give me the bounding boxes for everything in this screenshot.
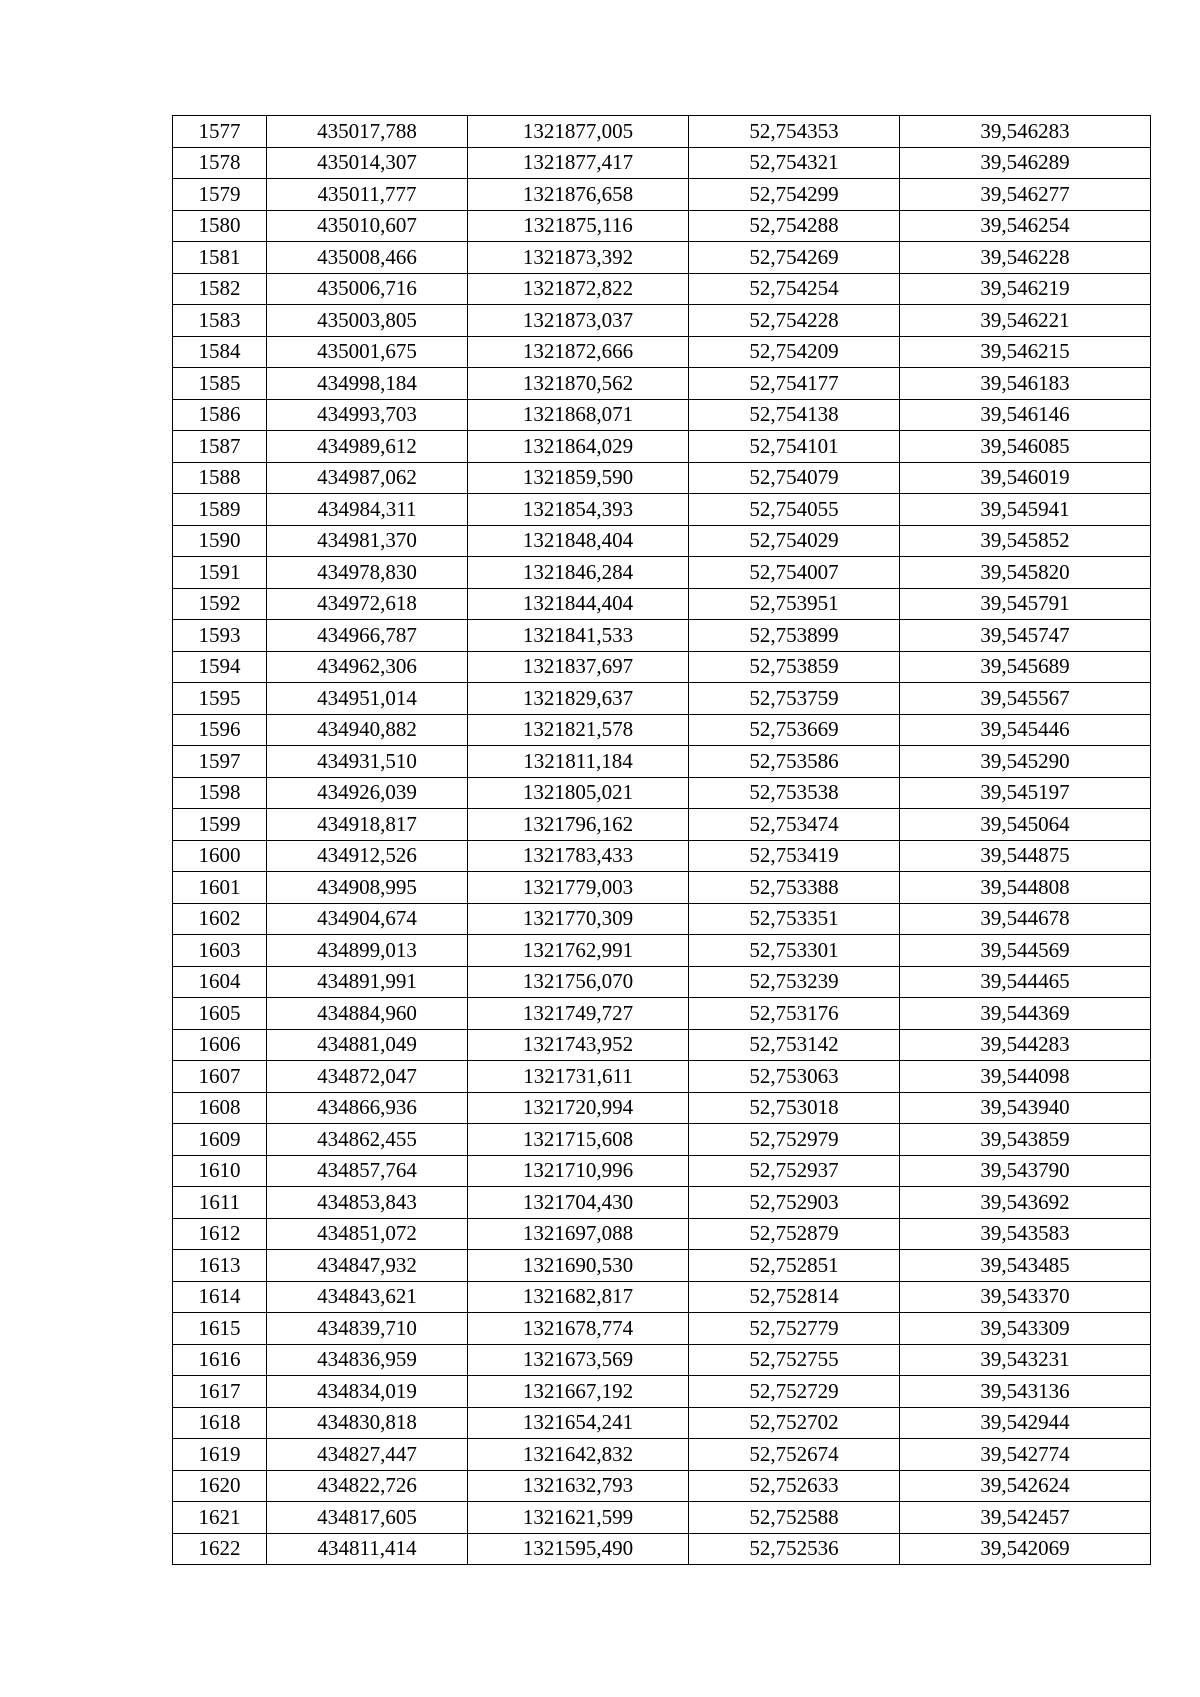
y-coordinate-cell: 1321690,530 [468, 1250, 689, 1282]
point-number-cell: 1595 [173, 683, 267, 715]
point-number-cell: 1579 [173, 179, 267, 211]
coordinates-table [172, 115, 1151, 1565]
point-number-cell: 1581 [173, 242, 267, 274]
latitude-cell: 52,752729 [689, 1376, 900, 1408]
point-number-cell: 1617 [173, 1376, 267, 1408]
point-number-cell: 1586 [173, 399, 267, 431]
table-row [173, 1155, 1151, 1187]
y-coordinate-cell: 1321595,490 [468, 1533, 689, 1565]
longitude-cell: 39,542457 [900, 1502, 1151, 1534]
y-coordinate-cell: 1321697,088 [468, 1218, 689, 1250]
point-number-cell: 1611 [173, 1187, 267, 1219]
longitude-cell: 39,543231 [900, 1344, 1151, 1376]
x-coordinate-cell: 434853,843 [267, 1187, 468, 1219]
point-number-cell: 1610 [173, 1155, 267, 1187]
longitude-cell: 39,545820 [900, 557, 1151, 589]
latitude-cell: 52,754177 [689, 368, 900, 400]
x-coordinate-cell: 434908,995 [267, 872, 468, 904]
point-number-cell: 1596 [173, 714, 267, 746]
y-coordinate-cell: 1321673,569 [468, 1344, 689, 1376]
latitude-cell: 52,754138 [689, 399, 900, 431]
coordinates-table-body [173, 116, 1151, 1565]
table-row [173, 305, 1151, 337]
latitude-cell: 52,752536 [689, 1533, 900, 1565]
table-row [173, 1250, 1151, 1282]
point-number-cell: 1620 [173, 1470, 267, 1502]
point-number-cell: 1593 [173, 620, 267, 652]
y-coordinate-cell: 1321682,817 [468, 1281, 689, 1313]
longitude-cell: 39,545852 [900, 525, 1151, 557]
table-row [173, 1470, 1151, 1502]
point-number-cell: 1592 [173, 588, 267, 620]
y-coordinate-cell: 1321654,241 [468, 1407, 689, 1439]
table-row [173, 651, 1151, 683]
x-coordinate-cell: 434966,787 [267, 620, 468, 652]
longitude-cell: 39,544808 [900, 872, 1151, 904]
x-coordinate-cell: 434822,726 [267, 1470, 468, 1502]
y-coordinate-cell: 1321715,608 [468, 1124, 689, 1156]
y-coordinate-cell: 1321779,003 [468, 872, 689, 904]
point-number-cell: 1609 [173, 1124, 267, 1156]
x-coordinate-cell: 434881,049 [267, 1029, 468, 1061]
latitude-cell: 52,752633 [689, 1470, 900, 1502]
latitude-cell: 52,752814 [689, 1281, 900, 1313]
table-row [173, 368, 1151, 400]
latitude-cell: 52,752903 [689, 1187, 900, 1219]
y-coordinate-cell: 1321872,666 [468, 336, 689, 368]
table-row [173, 1313, 1151, 1345]
x-coordinate-cell: 434918,817 [267, 809, 468, 841]
x-coordinate-cell: 435011,777 [267, 179, 468, 211]
longitude-cell: 39,546019 [900, 462, 1151, 494]
x-coordinate-cell: 434904,674 [267, 903, 468, 935]
latitude-cell: 52,753419 [689, 840, 900, 872]
latitude-cell: 52,752779 [689, 1313, 900, 1345]
longitude-cell: 39,546277 [900, 179, 1151, 211]
y-coordinate-cell: 1321848,404 [468, 525, 689, 557]
x-coordinate-cell: 435003,805 [267, 305, 468, 337]
longitude-cell: 39,543790 [900, 1155, 1151, 1187]
x-coordinate-cell: 434899,013 [267, 935, 468, 967]
y-coordinate-cell: 1321642,832 [468, 1439, 689, 1471]
x-coordinate-cell: 434978,830 [267, 557, 468, 589]
point-number-cell: 1603 [173, 935, 267, 967]
x-coordinate-cell: 434972,618 [267, 588, 468, 620]
table-row [173, 557, 1151, 589]
point-number-cell: 1606 [173, 1029, 267, 1061]
point-number-cell: 1588 [173, 462, 267, 494]
longitude-cell: 39,543692 [900, 1187, 1151, 1219]
point-number-cell: 1587 [173, 431, 267, 463]
point-number-cell: 1608 [173, 1092, 267, 1124]
x-coordinate-cell: 434862,455 [267, 1124, 468, 1156]
table-row [173, 1218, 1151, 1250]
longitude-cell: 39,544283 [900, 1029, 1151, 1061]
y-coordinate-cell: 1321846,284 [468, 557, 689, 589]
point-number-cell: 1582 [173, 273, 267, 305]
latitude-cell: 52,754029 [689, 525, 900, 557]
longitude-cell: 39,543485 [900, 1250, 1151, 1282]
y-coordinate-cell: 1321821,578 [468, 714, 689, 746]
table-row [173, 809, 1151, 841]
longitude-cell: 39,544369 [900, 998, 1151, 1030]
point-number-cell: 1577 [173, 116, 267, 148]
y-coordinate-cell: 1321621,599 [468, 1502, 689, 1534]
x-coordinate-cell: 434836,959 [267, 1344, 468, 1376]
longitude-cell: 39,543940 [900, 1092, 1151, 1124]
x-coordinate-cell: 434951,014 [267, 683, 468, 715]
y-coordinate-cell: 1321868,071 [468, 399, 689, 431]
longitude-cell: 39,545064 [900, 809, 1151, 841]
point-number-cell: 1607 [173, 1061, 267, 1093]
latitude-cell: 52,752851 [689, 1250, 900, 1282]
x-coordinate-cell: 435010,607 [267, 210, 468, 242]
longitude-cell: 39,546254 [900, 210, 1151, 242]
longitude-cell: 39,545290 [900, 746, 1151, 778]
x-coordinate-cell: 434987,062 [267, 462, 468, 494]
table-row [173, 179, 1151, 211]
x-coordinate-cell: 434989,612 [267, 431, 468, 463]
latitude-cell: 52,754321 [689, 147, 900, 179]
y-coordinate-cell: 1321829,637 [468, 683, 689, 715]
latitude-cell: 52,753142 [689, 1029, 900, 1061]
latitude-cell: 52,754288 [689, 210, 900, 242]
table-row [173, 525, 1151, 557]
point-number-cell: 1612 [173, 1218, 267, 1250]
x-coordinate-cell: 434993,703 [267, 399, 468, 431]
table-row [173, 494, 1151, 526]
table-row [173, 399, 1151, 431]
longitude-cell: 39,546221 [900, 305, 1151, 337]
x-coordinate-cell: 434817,605 [267, 1502, 468, 1534]
latitude-cell: 52,754228 [689, 305, 900, 337]
longitude-cell: 39,543859 [900, 1124, 1151, 1156]
y-coordinate-cell: 1321870,562 [468, 368, 689, 400]
y-coordinate-cell: 1321762,991 [468, 935, 689, 967]
x-coordinate-cell: 434857,764 [267, 1155, 468, 1187]
point-number-cell: 1597 [173, 746, 267, 778]
x-coordinate-cell: 434891,991 [267, 966, 468, 998]
y-coordinate-cell: 1321749,727 [468, 998, 689, 1030]
x-coordinate-cell: 434866,936 [267, 1092, 468, 1124]
point-number-cell: 1604 [173, 966, 267, 998]
longitude-cell: 39,546183 [900, 368, 1151, 400]
y-coordinate-cell: 1321876,658 [468, 179, 689, 211]
y-coordinate-cell: 1321873,037 [468, 305, 689, 337]
table-row [173, 1092, 1151, 1124]
latitude-cell: 52,754299 [689, 179, 900, 211]
longitude-cell: 39,546085 [900, 431, 1151, 463]
x-coordinate-cell: 434984,311 [267, 494, 468, 526]
longitude-cell: 39,546215 [900, 336, 1151, 368]
latitude-cell: 52,752588 [689, 1502, 900, 1534]
x-coordinate-cell: 434843,621 [267, 1281, 468, 1313]
point-number-cell: 1601 [173, 872, 267, 904]
point-number-cell: 1621 [173, 1502, 267, 1534]
latitude-cell: 52,753951 [689, 588, 900, 620]
x-coordinate-cell: 434827,447 [267, 1439, 468, 1471]
y-coordinate-cell: 1321704,430 [468, 1187, 689, 1219]
point-number-cell: 1613 [173, 1250, 267, 1282]
x-coordinate-cell: 435008,466 [267, 242, 468, 274]
y-coordinate-cell: 1321837,697 [468, 651, 689, 683]
y-coordinate-cell: 1321720,994 [468, 1092, 689, 1124]
table-row [173, 1029, 1151, 1061]
longitude-cell: 39,545689 [900, 651, 1151, 683]
point-number-cell: 1598 [173, 777, 267, 809]
x-coordinate-cell: 434851,072 [267, 1218, 468, 1250]
longitude-cell: 39,542624 [900, 1470, 1151, 1502]
longitude-cell: 39,542069 [900, 1533, 1151, 1565]
table-row [173, 1439, 1151, 1471]
latitude-cell: 52,754055 [689, 494, 900, 526]
point-number-cell: 1615 [173, 1313, 267, 1345]
latitude-cell: 52,754254 [689, 273, 900, 305]
table-row [173, 1344, 1151, 1376]
point-number-cell: 1599 [173, 809, 267, 841]
x-coordinate-cell: 434931,510 [267, 746, 468, 778]
table-row [173, 1061, 1151, 1093]
latitude-cell: 52,754209 [689, 336, 900, 368]
y-coordinate-cell: 1321877,417 [468, 147, 689, 179]
latitude-cell: 52,753759 [689, 683, 900, 715]
table-row [173, 147, 1151, 179]
longitude-cell: 39,544098 [900, 1061, 1151, 1093]
longitude-cell: 39,542944 [900, 1407, 1151, 1439]
y-coordinate-cell: 1321731,611 [468, 1061, 689, 1093]
y-coordinate-cell: 1321877,005 [468, 116, 689, 148]
latitude-cell: 52,753388 [689, 872, 900, 904]
longitude-cell: 39,543583 [900, 1218, 1151, 1250]
longitude-cell: 39,546289 [900, 147, 1151, 179]
point-number-cell: 1614 [173, 1281, 267, 1313]
latitude-cell: 52,753351 [689, 903, 900, 935]
latitude-cell: 52,753176 [689, 998, 900, 1030]
latitude-cell: 52,752937 [689, 1155, 900, 1187]
latitude-cell: 52,753063 [689, 1061, 900, 1093]
y-coordinate-cell: 1321796,162 [468, 809, 689, 841]
y-coordinate-cell: 1321875,116 [468, 210, 689, 242]
longitude-cell: 39,546219 [900, 273, 1151, 305]
y-coordinate-cell: 1321844,404 [468, 588, 689, 620]
longitude-cell: 39,545941 [900, 494, 1151, 526]
table-row [173, 966, 1151, 998]
latitude-cell: 52,752702 [689, 1407, 900, 1439]
longitude-cell: 39,546283 [900, 116, 1151, 148]
x-coordinate-cell: 434872,047 [267, 1061, 468, 1093]
latitude-cell: 52,754079 [689, 462, 900, 494]
y-coordinate-cell: 1321678,774 [468, 1313, 689, 1345]
latitude-cell: 52,754269 [689, 242, 900, 274]
table-row [173, 620, 1151, 652]
y-coordinate-cell: 1321872,822 [468, 273, 689, 305]
point-number-cell: 1578 [173, 147, 267, 179]
table-row [173, 1281, 1151, 1313]
table-row [173, 840, 1151, 872]
table-row [173, 998, 1151, 1030]
point-number-cell: 1605 [173, 998, 267, 1030]
longitude-cell: 39,545791 [900, 588, 1151, 620]
table-row [173, 935, 1151, 967]
x-coordinate-cell: 434998,184 [267, 368, 468, 400]
y-coordinate-cell: 1321854,393 [468, 494, 689, 526]
x-coordinate-cell: 434962,306 [267, 651, 468, 683]
table-row [173, 746, 1151, 778]
table-row [173, 683, 1151, 715]
y-coordinate-cell: 1321770,309 [468, 903, 689, 935]
y-coordinate-cell: 1321710,996 [468, 1155, 689, 1187]
latitude-cell: 52,754101 [689, 431, 900, 463]
table-row [173, 777, 1151, 809]
point-number-cell: 1618 [173, 1407, 267, 1439]
longitude-cell: 39,545197 [900, 777, 1151, 809]
y-coordinate-cell: 1321805,021 [468, 777, 689, 809]
longitude-cell: 39,545747 [900, 620, 1151, 652]
longitude-cell: 39,544569 [900, 935, 1151, 967]
table-row [173, 1407, 1151, 1439]
table-row [173, 1187, 1151, 1219]
longitude-cell: 39,544875 [900, 840, 1151, 872]
x-coordinate-cell: 434839,710 [267, 1313, 468, 1345]
x-coordinate-cell: 434981,370 [267, 525, 468, 557]
table-row [173, 462, 1151, 494]
table-row [173, 1376, 1151, 1408]
point-number-cell: 1602 [173, 903, 267, 935]
longitude-cell: 39,543136 [900, 1376, 1151, 1408]
y-coordinate-cell: 1321756,070 [468, 966, 689, 998]
longitude-cell: 39,545446 [900, 714, 1151, 746]
latitude-cell: 52,753239 [689, 966, 900, 998]
y-coordinate-cell: 1321667,192 [468, 1376, 689, 1408]
y-coordinate-cell: 1321864,029 [468, 431, 689, 463]
x-coordinate-cell: 435006,716 [267, 273, 468, 305]
latitude-cell: 52,754353 [689, 116, 900, 148]
longitude-cell: 39,545567 [900, 683, 1151, 715]
latitude-cell: 52,753859 [689, 651, 900, 683]
point-number-cell: 1600 [173, 840, 267, 872]
table-row [173, 116, 1151, 148]
table-row [173, 336, 1151, 368]
x-coordinate-cell: 434811,414 [267, 1533, 468, 1565]
latitude-cell: 52,753669 [689, 714, 900, 746]
latitude-cell: 52,753899 [689, 620, 900, 652]
x-coordinate-cell: 434926,039 [267, 777, 468, 809]
longitude-cell: 39,543309 [900, 1313, 1151, 1345]
x-coordinate-cell: 434940,882 [267, 714, 468, 746]
x-coordinate-cell: 435001,675 [267, 336, 468, 368]
point-number-cell: 1580 [173, 210, 267, 242]
table-row [173, 1533, 1151, 1565]
point-number-cell: 1591 [173, 557, 267, 589]
x-coordinate-cell: 434912,526 [267, 840, 468, 872]
x-coordinate-cell: 435014,307 [267, 147, 468, 179]
longitude-cell: 39,546146 [900, 399, 1151, 431]
latitude-cell: 52,753474 [689, 809, 900, 841]
longitude-cell: 39,546228 [900, 242, 1151, 274]
latitude-cell: 52,754007 [689, 557, 900, 589]
latitude-cell: 52,752674 [689, 1439, 900, 1471]
y-coordinate-cell: 1321859,590 [468, 462, 689, 494]
latitude-cell: 52,753018 [689, 1092, 900, 1124]
latitude-cell: 52,752879 [689, 1218, 900, 1250]
latitude-cell: 52,753586 [689, 746, 900, 778]
point-number-cell: 1585 [173, 368, 267, 400]
point-number-cell: 1616 [173, 1344, 267, 1376]
table-row [173, 210, 1151, 242]
y-coordinate-cell: 1321743,952 [468, 1029, 689, 1061]
longitude-cell: 39,544465 [900, 966, 1151, 998]
point-number-cell: 1590 [173, 525, 267, 557]
point-number-cell: 1589 [173, 494, 267, 526]
y-coordinate-cell: 1321783,433 [468, 840, 689, 872]
table-row [173, 242, 1151, 274]
x-coordinate-cell: 434834,019 [267, 1376, 468, 1408]
table-row [173, 273, 1151, 305]
point-number-cell: 1583 [173, 305, 267, 337]
y-coordinate-cell: 1321873,392 [468, 242, 689, 274]
longitude-cell: 39,542774 [900, 1439, 1151, 1471]
point-number-cell: 1584 [173, 336, 267, 368]
longitude-cell: 39,543370 [900, 1281, 1151, 1313]
point-number-cell: 1619 [173, 1439, 267, 1471]
table-row [173, 431, 1151, 463]
x-coordinate-cell: 434830,818 [267, 1407, 468, 1439]
latitude-cell: 52,753301 [689, 935, 900, 967]
table-row [173, 588, 1151, 620]
longitude-cell: 39,544678 [900, 903, 1151, 935]
latitude-cell: 52,752755 [689, 1344, 900, 1376]
table-row [173, 1502, 1151, 1534]
latitude-cell: 52,752979 [689, 1124, 900, 1156]
point-number-cell: 1622 [173, 1533, 267, 1565]
table-row [173, 1124, 1151, 1156]
x-coordinate-cell: 434884,960 [267, 998, 468, 1030]
point-number-cell: 1594 [173, 651, 267, 683]
x-coordinate-cell: 434847,932 [267, 1250, 468, 1282]
table-row [173, 903, 1151, 935]
y-coordinate-cell: 1321811,184 [468, 746, 689, 778]
latitude-cell: 52,753538 [689, 777, 900, 809]
table-row [173, 714, 1151, 746]
y-coordinate-cell: 1321841,533 [468, 620, 689, 652]
y-coordinate-cell: 1321632,793 [468, 1470, 689, 1502]
x-coordinate-cell: 435017,788 [267, 116, 468, 148]
table-row [173, 872, 1151, 904]
